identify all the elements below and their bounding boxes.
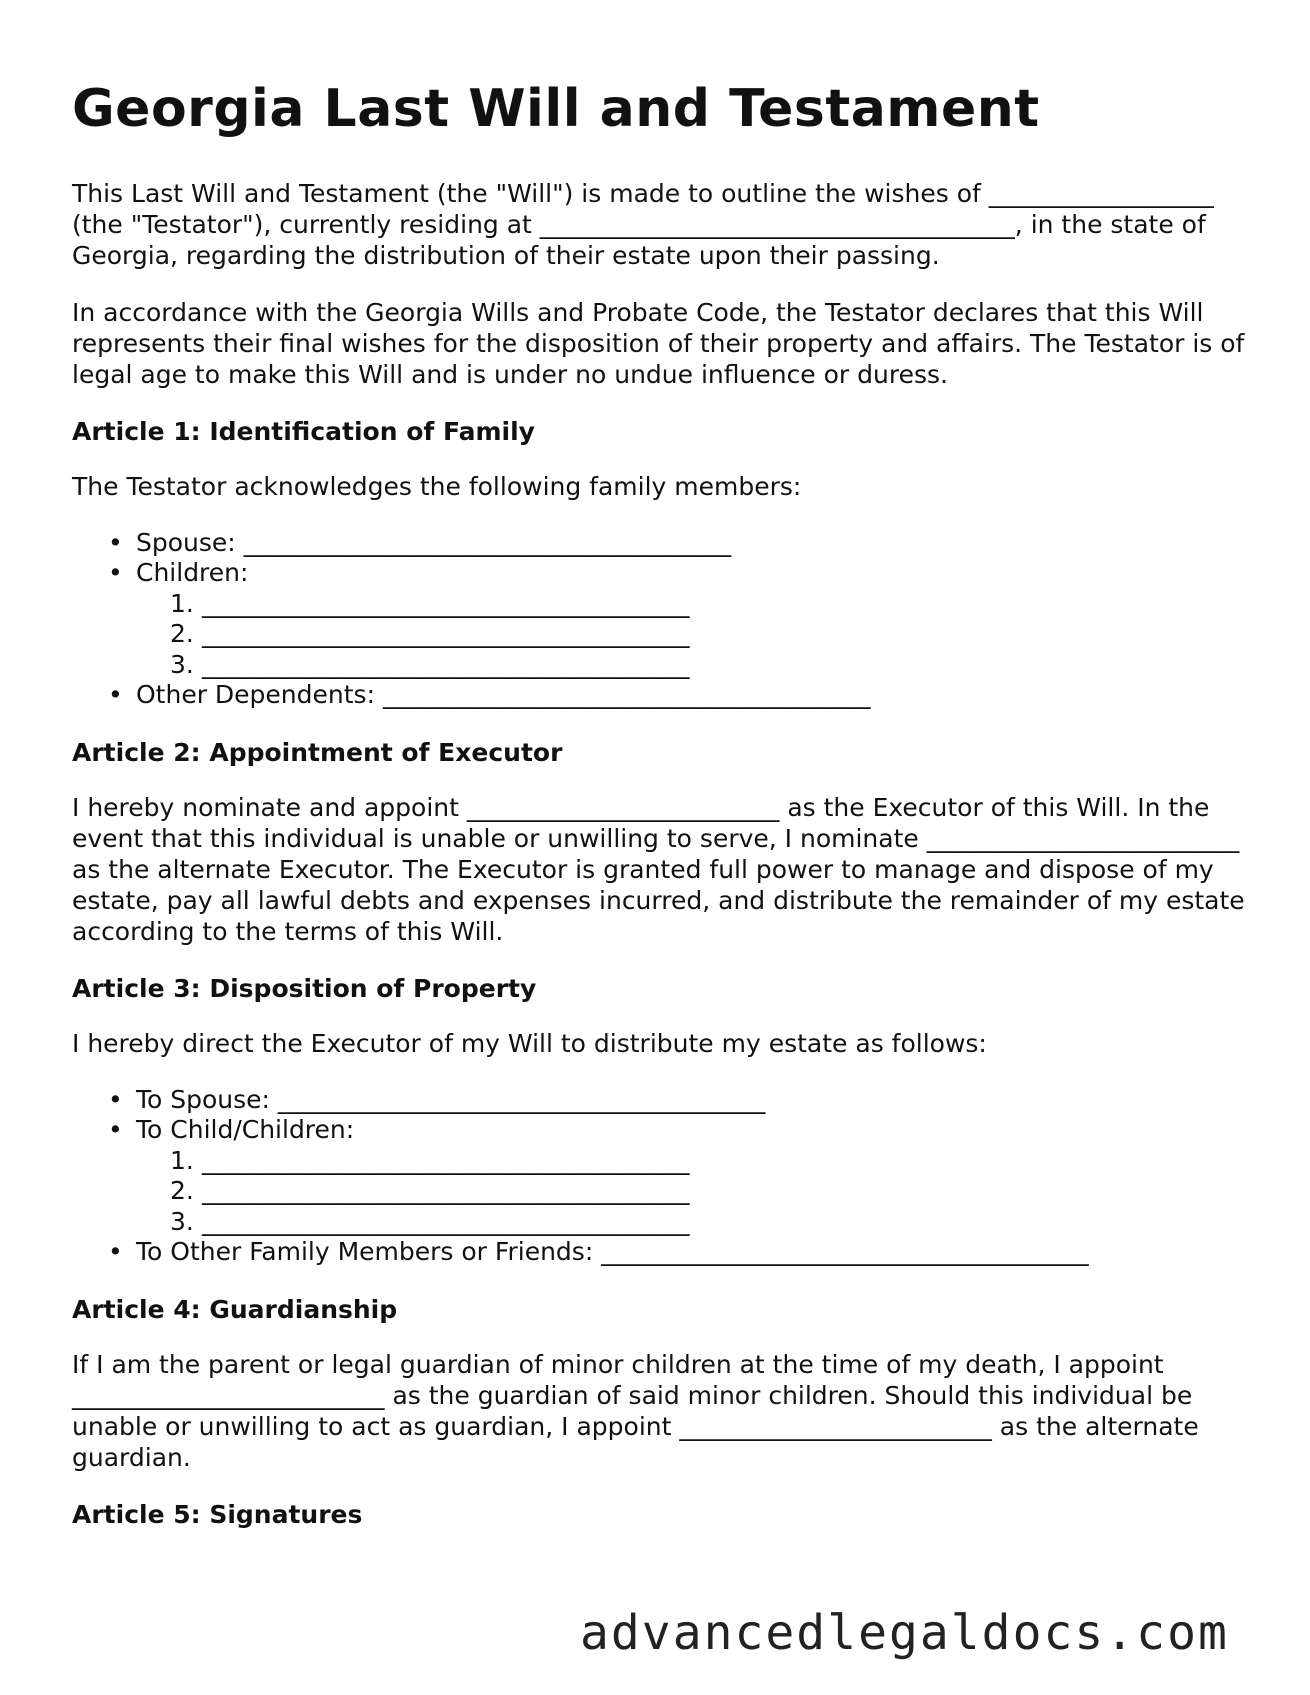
list-item — [170, 1176, 1252, 1207]
article-3-heading: Article 3: Disposition of Property — [72, 973, 537, 1003]
article-2-heading: Article 2: Appointment of Executor — [72, 737, 563, 767]
list-item-to-spouse: • To Spouse: _______________________________________ — [136, 1085, 1252, 1116]
article-1-text: The Testator acknowledges the following family members: — [72, 471, 802, 501]
article-5-heading: Article 5: Signatures — [72, 1499, 363, 1529]
item-number: 3. — [170, 1206, 194, 1236]
list-item — [170, 1207, 1252, 1238]
list-item-to-others: • To Other Family Members or Friends: _______________________________________ — [136, 1237, 1252, 1268]
article-4-heading: Article 4: Guardianship — [72, 1294, 398, 1324]
item-number: 2. — [170, 619, 194, 649]
distribution-list — [72, 1085, 1252, 1268]
list-item — [170, 619, 1252, 650]
blank-line: _______________________________________ — [202, 1206, 690, 1236]
intro-paragraph: This Last Will and Testament (the "Will") is made to outline the wishes of __________________ (the "Testator"), currently residing at ______________________________________, in the state of Georgia, regarding the distribution of their estate upon their passing. — [72, 178, 1214, 270]
article-4-text: If I am the parent or legal guardian of minor children at the time of my death, I appoint _________________________ as the guardian of said minor children. Should this individual be unable or unwilling to act as guardian, I appoint _________________________ as the alternate guardian. — [72, 1349, 1199, 1472]
item-number: 2. — [170, 1176, 194, 1206]
blank-line: _______________________________________ — [202, 588, 690, 618]
blank-line: _______________________________________ — [202, 1145, 690, 1175]
children-label: Children: — [136, 558, 249, 588]
blank-line: _______________________________________ — [202, 649, 690, 679]
item-number: 1. — [170, 588, 194, 618]
list-item — [170, 1146, 1252, 1177]
list-item — [170, 650, 1252, 681]
item-number: 3. — [170, 649, 194, 679]
list-item-children — [136, 558, 1252, 680]
list-item-to-children — [136, 1115, 1252, 1237]
article-2-text: I hereby nominate and appoint _________________________ as the Executor of this Will. In the event that this individual is unable or unwilling to serve, I nominate _________________________ as the alternate Executor. The Executor is granted full power to manage and dispose of my estate, pay all lawful debts and expenses incurred, and distribute the remainder of my estate according to the terms of this Will. — [72, 792, 1245, 946]
declaration-paragraph: In accordance with the Georgia Wills and Probate Code, the Testator declares that this Will represents their final wishes for the disposition of their property and affairs. The Testator is of legal age to make this Will and is under no undue influence or duress. — [72, 297, 1245, 389]
footer-watermark: advancedlegaldocs.com — [580, 1605, 1229, 1661]
family-list — [72, 528, 1252, 711]
article-3-text: I hereby direct the Executor of my Will to distribute my estate as follows: — [72, 1028, 987, 1058]
page-title: Georgia Last Will and Testament — [72, 79, 1040, 139]
children-label: To Child/Children: — [136, 1115, 355, 1145]
children-list — [136, 589, 1252, 681]
blank-line: _______________________________________ — [202, 619, 690, 649]
document-body — [72, 80, 1252, 1554]
item-number: 1. — [170, 1145, 194, 1175]
children-list — [136, 1146, 1252, 1238]
list-item-spouse: • Spouse: _______________________________________ — [136, 528, 1252, 559]
article-1-heading: Article 1: Identification of Family — [72, 416, 535, 446]
list-item-other-dependents: • Other Dependents: _______________________________________ — [136, 680, 1252, 711]
blank-line: _______________________________________ — [202, 1176, 690, 1206]
list-item — [170, 589, 1252, 620]
